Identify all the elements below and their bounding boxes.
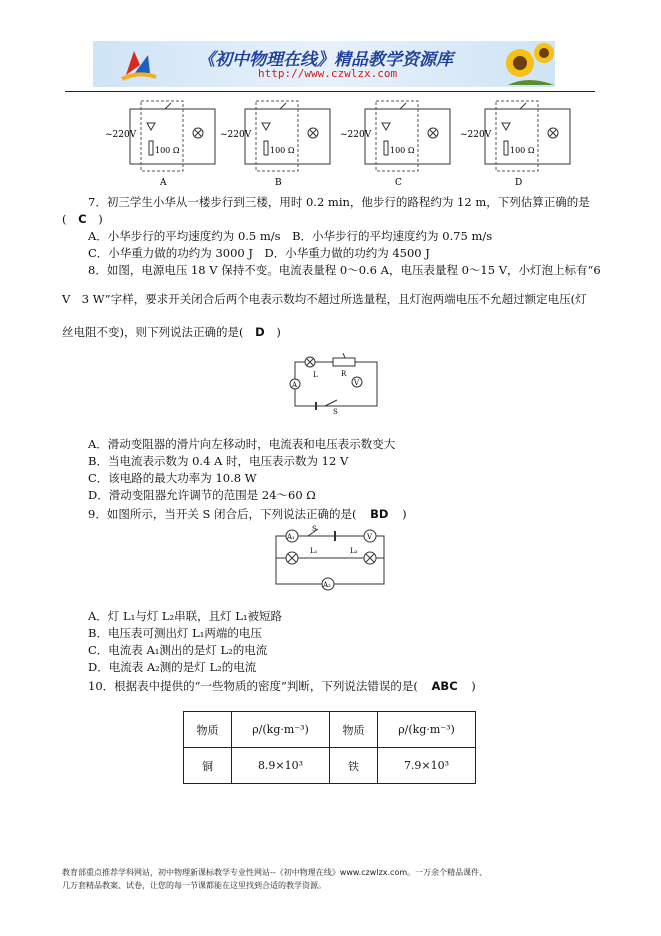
table-cell: 铜 bbox=[184, 748, 232, 784]
svg-text:L₂: L₂ bbox=[350, 547, 358, 555]
logo-icon bbox=[118, 45, 158, 83]
circuit-option-b bbox=[245, 101, 330, 171]
table-row bbox=[184, 748, 476, 784]
q8-stem-line3-wrap bbox=[62, 325, 281, 339]
circuit-options-figure bbox=[105, 97, 575, 189]
svg-text:V: V bbox=[354, 379, 360, 387]
q8-stem-line3: 丝电阻不变)，则下列说法正确的是( bbox=[62, 325, 244, 339]
q10-bracket-close: ) bbox=[471, 679, 476, 693]
table-cell: 8.9×10³ bbox=[232, 748, 330, 784]
q9-option-c: C．电流表 A₁测出的是灯 L₂的电流 bbox=[88, 643, 268, 657]
q7-answer: C bbox=[78, 212, 87, 226]
svg-text:S: S bbox=[312, 525, 317, 533]
table-cell: 7.9×10³ bbox=[378, 748, 476, 784]
q7-options-cd: C．小华重力做的功约为 3000 J D．小华重力做的功约为 4500 J bbox=[88, 246, 430, 260]
density-table bbox=[183, 711, 476, 784]
footer-line1: 教育部重点推荐学科网站，初中物理新课标教学专业性网站--《初中物理在线》www.czwlzx.com。一万余个精品课件、 bbox=[62, 868, 488, 877]
voltage-label: ~220V bbox=[220, 130, 252, 140]
table-header-cell: ρ/(kg·m⁻³) bbox=[378, 712, 476, 748]
table-header-row bbox=[184, 712, 476, 748]
voltage-label: ~220V bbox=[105, 130, 137, 140]
q8-answer: D bbox=[255, 325, 265, 339]
q9-stem-wrap bbox=[88, 507, 407, 521]
resistor-label: 100 Ω bbox=[510, 146, 535, 155]
svg-text:A₁: A₁ bbox=[287, 533, 295, 541]
q9-stem: 9．如图所示，当开关 S 闭合后，下列说法正确的是( bbox=[88, 507, 357, 521]
header-url: http://www.czwlzx.com bbox=[258, 67, 398, 80]
q9-bracket-close: ) bbox=[402, 507, 407, 521]
q9-option-b: B．电压表可测出灯 L₁两端的电压 bbox=[88, 626, 262, 640]
voltage-label: ~220V bbox=[460, 130, 492, 140]
q7-answer-line bbox=[62, 212, 103, 226]
q10-answer: ABC bbox=[431, 679, 458, 693]
svg-text:L₁: L₁ bbox=[310, 547, 318, 555]
q8-bracket-close: ) bbox=[276, 325, 281, 339]
header-rule bbox=[65, 91, 595, 92]
circuit-option-a bbox=[130, 101, 215, 171]
header-title: 《初中物理在线》精品教学资源库 bbox=[198, 50, 453, 70]
svg-text:A₂: A₂ bbox=[323, 581, 331, 589]
table-header-cell: 物质 bbox=[184, 712, 232, 748]
q8-stem-line2: V 3 W”字样，要求开关闭合后两个电表示数均不超过所选量程，且灯泡两端电压不允超过额定电压(灯 bbox=[62, 292, 587, 306]
table-cell: 铁 bbox=[330, 748, 378, 784]
q8-circuit-figure bbox=[285, 352, 385, 414]
option-label-a: A bbox=[160, 178, 167, 188]
table-header-cell: 物质 bbox=[330, 712, 378, 748]
table-header-cell: ρ/(kg·m⁻³) bbox=[232, 712, 330, 748]
option-label-b: B bbox=[275, 178, 282, 188]
q8-stem-line1: 8．如图，电源电压 18 V 保持不变。电流表量程 0～0.6 A，电压表量程 0～15 V，小灯泡上标有“6 bbox=[88, 263, 601, 277]
svg-text:A: A bbox=[292, 381, 298, 389]
resistor-label: 100 Ω bbox=[390, 146, 415, 155]
q8-option-d: D．滑动变阻器允许调节的范围是 24～60 Ω bbox=[88, 488, 316, 502]
q7-bracket-open: ( bbox=[62, 212, 67, 226]
q9-option-a: A．灯 L₁与灯 L₂串联，且灯 L₁被短路 bbox=[88, 609, 283, 623]
q9-answer: BD bbox=[370, 507, 389, 521]
q9-circuit-figure bbox=[272, 524, 390, 592]
q9-option-d: D．电流表 A₂测的是灯 L₂的电流 bbox=[88, 660, 257, 674]
q8-option-a: A．滑动变阻器的滑片向左移动时，电流表和电压表示数变大 bbox=[88, 437, 396, 451]
resistor-label: 100 Ω bbox=[155, 146, 180, 155]
svg-text:R: R bbox=[341, 370, 347, 378]
svg-text:L: L bbox=[313, 371, 318, 379]
svg-text:V: V bbox=[367, 533, 373, 541]
q8-option-b: B．当电流表示数为 0.4 A 时，电压表示数为 12 V bbox=[88, 454, 349, 468]
circuit-option-d bbox=[485, 101, 570, 171]
header-banner bbox=[93, 41, 555, 87]
q7-options-ab: A．小华步行的平均速度约为 0.5 m/s B．小华步行的平均速度约为 0.75 m/s bbox=[88, 229, 493, 243]
sunflower-icon bbox=[498, 41, 555, 87]
svg-text:S: S bbox=[333, 408, 338, 414]
footer-line2: 几万套精品教案、试卷，让您的每一节课都能在这里找到合适的教学资源。 bbox=[62, 881, 326, 890]
voltage-label: ~220V bbox=[340, 130, 372, 140]
q10-stem: 10．根据表中提供的“一些物质的密度”判断，下列说法错误的是( bbox=[88, 679, 418, 693]
circuit-option-c bbox=[365, 101, 450, 171]
q7-bracket-close: ) bbox=[98, 212, 103, 226]
q7-stem: 7．初三学生小华从一楼步行到三楼，用时 0.2 min，他步行的路程约为 12 m，下列估算正确的是 bbox=[88, 195, 590, 209]
option-label-d: D bbox=[515, 178, 523, 188]
q10-stem-wrap bbox=[88, 679, 476, 693]
option-label-c: C bbox=[395, 178, 402, 188]
resistor-label: 100 Ω bbox=[270, 146, 295, 155]
q8-option-c: C．该电路的最大功率为 10.8 W bbox=[88, 471, 257, 485]
